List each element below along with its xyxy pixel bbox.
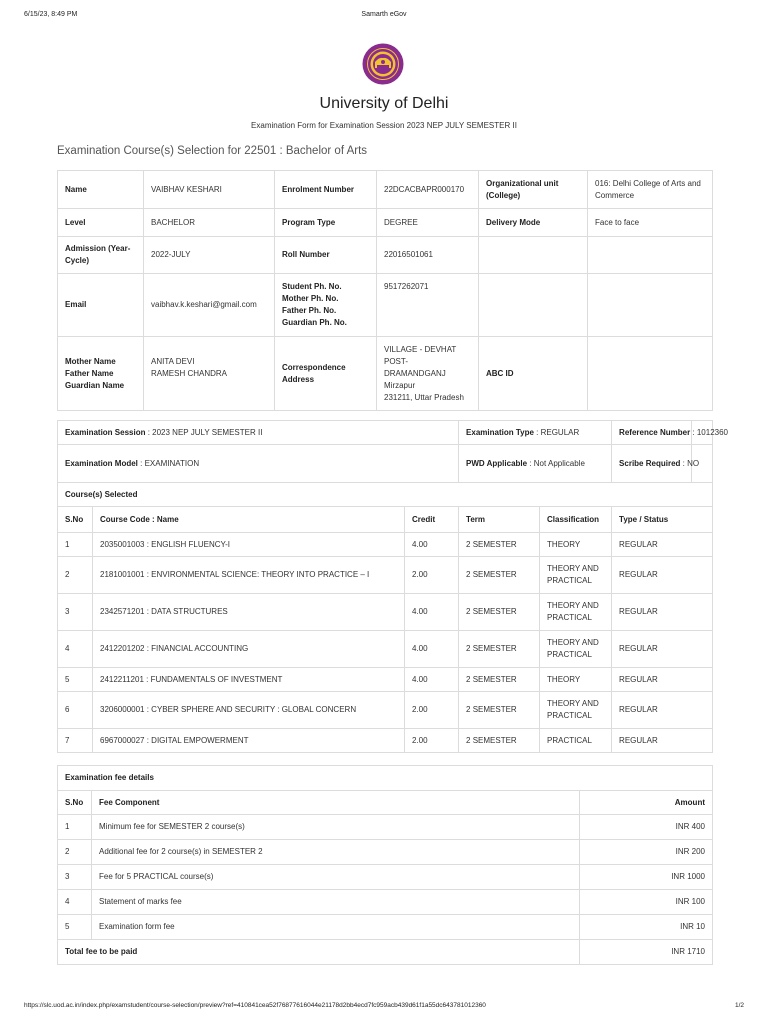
father-phone-label: Father Ph. No. <box>282 306 337 315</box>
student-row <box>58 237 713 274</box>
roll-label: Roll Number <box>275 237 377 274</box>
level-value: BACHELOR <box>144 209 275 237</box>
course-status: REGULAR <box>612 729 713 753</box>
fee-component: Minimum fee for SEMESTER 2 course(s) <box>92 815 580 840</box>
course-row <box>58 594 713 631</box>
course-classification: THEORY AND PRACTICAL <box>540 594 612 631</box>
enrolment-label: Enrolment Number <box>275 171 377 209</box>
fee-sno: 4 <box>58 890 92 915</box>
scribe-required: Scribe Required : NO <box>612 445 692 483</box>
abc-id-value <box>588 337 713 411</box>
print-timestamp: 6/15/23, 8:49 PM <box>24 11 78 18</box>
reference-label: Reference Number <box>619 427 691 437</box>
course-term: 2 SEMESTER <box>459 631 540 668</box>
parent-values <box>144 337 275 411</box>
fee-row <box>58 890 713 915</box>
exam-session-value: 2023 NEP JULY SEMESTER II <box>152 427 263 437</box>
courses-header-row <box>58 507 713 533</box>
guardian-phone-label: Guardian Ph. No. <box>282 318 347 327</box>
student-row <box>58 274 713 337</box>
course-name: 2181001001 : ENVIRONMENTAL SCIENCE: THEORY INTO PRACTICE – I <box>93 557 405 594</box>
page-number: 1/2 <box>734 1002 744 1009</box>
course-status: REGULAR <box>612 557 713 594</box>
course-status: REGULAR <box>612 692 713 729</box>
fee-col-component: Fee Component <box>92 791 580 815</box>
print-page-title: Samarth eGov <box>361 11 407 18</box>
course-term: 2 SEMESTER <box>459 729 540 753</box>
course-credit: 2.00 <box>405 692 459 729</box>
fee-row <box>58 840 713 865</box>
mother-phone-label: Mother Ph. No. <box>282 294 339 303</box>
fee-total-label: Total fee to be paid <box>58 940 580 965</box>
fee-row <box>58 815 713 840</box>
course-row <box>58 668 713 692</box>
guardian-name-label: Guardian Name <box>65 380 125 390</box>
col-header-status: Type / Status <box>612 507 713 533</box>
fee-col-amount: Amount <box>580 791 713 815</box>
col-header-sno: S.No <box>58 507 93 533</box>
fee-details-table <box>57 765 713 965</box>
fee-heading-row <box>58 766 713 791</box>
roll-value: 22016501061 <box>377 237 479 274</box>
org-unit-value: 016: Delhi College of Arts and Commerce <box>588 171 713 209</box>
course-term: 2 SEMESTER <box>459 533 540 557</box>
course-row <box>58 557 713 594</box>
student-row <box>58 337 713 411</box>
course-classification: THEORY <box>540 533 612 557</box>
fee-col-sno: S.No <box>58 791 92 815</box>
parent-labels <box>58 337 144 411</box>
scribe-value: NO <box>687 458 700 468</box>
fee-row <box>58 865 713 890</box>
pwd-value: Not Applicable <box>533 458 585 468</box>
father-name-label: Father Name <box>65 368 114 378</box>
fee-total-row <box>58 940 713 965</box>
course-sno: 4 <box>58 631 93 668</box>
course-sno: 2 <box>58 557 93 594</box>
empty-cell <box>479 237 588 274</box>
course-name: 2412201202 : FINANCIAL ACCOUNTING <box>93 631 405 668</box>
course-status: REGULAR <box>612 594 713 631</box>
course-credit: 4.00 <box>405 533 459 557</box>
fee-row <box>58 915 713 940</box>
program-type-value: DEGREE <box>377 209 479 237</box>
course-term: 2 SEMESTER <box>459 668 540 692</box>
course-classification: THEORY AND PRACTICAL <box>540 557 612 594</box>
father-name-value: RAMESH CHANDRA <box>151 368 228 378</box>
fee-amount: INR 1000 <box>580 865 713 890</box>
course-credit: 2.00 <box>405 729 459 753</box>
address-line: Mirzapur <box>384 380 416 390</box>
level-label: Level <box>58 209 144 237</box>
col-header-classification: Classification <box>540 507 612 533</box>
course-sno: 1 <box>58 533 93 557</box>
course-row <box>58 692 713 729</box>
email-label: Email <box>58 274 144 337</box>
enrolment-value: 22DCACBAPR000170 <box>377 171 479 209</box>
pwd-label: PWD Applicable <box>466 458 528 468</box>
address-value <box>377 337 479 411</box>
fee-amount: INR 100 <box>580 890 713 915</box>
abc-id-label: ABC ID <box>479 337 588 411</box>
exam-model: Examination Model : EXAMINATION <box>58 445 459 483</box>
course-credit: 4.00 <box>405 594 459 631</box>
mother-name-label: Mother Name <box>65 356 116 366</box>
admission-label: Admission (Year-Cycle) <box>58 237 144 274</box>
course-term: 2 SEMESTER <box>459 557 540 594</box>
address-label: Correspondence Address <box>275 337 377 411</box>
fee-component: Fee for 5 PRACTICAL course(s) <box>92 865 580 890</box>
reference-value: 1012360 <box>696 427 729 437</box>
student-details-table <box>57 170 713 411</box>
fee-amount: INR 400 <box>580 815 713 840</box>
fee-amount: INR 200 <box>580 840 713 865</box>
fee-amount: INR 10 <box>580 915 713 940</box>
fee-sno: 1 <box>58 815 92 840</box>
mother-name-value: ANITA DEVI <box>151 356 195 366</box>
empty-cell <box>479 274 588 337</box>
student-phone-label: Student Ph. No. <box>282 282 342 291</box>
course-status: REGULAR <box>612 668 713 692</box>
fee-sno: 5 <box>58 915 92 940</box>
course-classification: PRACTICAL <box>540 729 612 753</box>
university-logo <box>362 43 404 85</box>
delivery-mode-label: Delivery Mode <box>479 209 588 237</box>
course-credit: 4.00 <box>405 631 459 668</box>
scribe-label: Scribe Required <box>619 458 681 468</box>
empty-cell <box>588 237 713 274</box>
col-header-course: Course Code : Name <box>93 507 405 533</box>
exam-session: Examination Session : 2023 NEP JULY SEMESTER II <box>58 421 459 445</box>
course-row <box>58 729 713 753</box>
admission-value: 2022-JULY <box>144 237 275 274</box>
fee-sno: 2 <box>58 840 92 865</box>
address-line: POST- <box>384 356 409 366</box>
delivery-mode-value: Face to face <box>588 209 713 237</box>
course-row <box>58 631 713 668</box>
fee-component: Examination form fee <box>92 915 580 940</box>
exam-session-label: Examination Session <box>65 427 146 437</box>
exam-details-table <box>57 420 729 753</box>
exam-info-row <box>58 421 713 445</box>
course-status: REGULAR <box>612 533 713 557</box>
form-subtitle: Examination Form for Examination Session 2023 NEP JULY SEMESTER II <box>251 121 517 130</box>
course-classification: THEORY AND PRACTICAL <box>540 631 612 668</box>
fee-header-row <box>58 791 713 815</box>
email-value: vaibhav.k.keshari@gmail.com <box>144 274 275 337</box>
fee-heading: Examination fee details <box>58 766 713 791</box>
print-header <box>24 11 744 21</box>
exam-type: Examination Type : REGULAR <box>459 421 612 445</box>
student-row <box>58 171 713 209</box>
course-name: 3206000001 : CYBER SPHERE AND SECURITY : GLOBAL CONCERN <box>93 692 405 729</box>
courses-heading-row <box>58 483 713 507</box>
address-line: VILLAGE - DEVHAT <box>384 344 457 354</box>
course-sno: 5 <box>58 668 93 692</box>
university-name: University of Delhi <box>319 95 449 112</box>
exam-model-label: Examination Model <box>65 458 138 468</box>
fee-total-value: INR 1710 <box>580 940 713 965</box>
org-unit-label: Organizational unit (College) <box>479 171 588 209</box>
course-selection-heading: Examination Course(s) Selection for 22501 : Bachelor of Arts <box>57 145 368 157</box>
student-row <box>58 209 713 237</box>
course-credit: 2.00 <box>405 557 459 594</box>
col-header-credit: Credit <box>405 507 459 533</box>
exam-type-label: Examination Type <box>466 427 534 437</box>
course-classification: THEORY <box>540 668 612 692</box>
course-name: 2035001003 : ENGLISH FLUENCY-I <box>93 533 405 557</box>
course-sno: 6 <box>58 692 93 729</box>
phone-labels <box>275 274 377 337</box>
course-term: 2 SEMESTER <box>459 692 540 729</box>
fee-component: Statement of marks fee <box>92 890 580 915</box>
course-name: 2412211201 : FUNDAMENTALS OF INVESTMENT <box>93 668 405 692</box>
fee-sno: 3 <box>58 865 92 890</box>
courses-heading: Course(s) Selected <box>58 483 713 507</box>
empty-cell <box>588 274 713 337</box>
exam-type-value: REGULAR <box>540 427 580 437</box>
print-footer <box>24 1002 744 1012</box>
name-label: Name <box>58 171 144 209</box>
course-status: REGULAR <box>612 631 713 668</box>
page-url[interactable]: https://slc.uod.ac.in/index.php/examstudent/course-selection/preview?ref=410841cea52f76877616044e21178d2bb4ecd7fc959acb439d61f1a55dc643781012360 <box>24 1002 486 1009</box>
address-line: 231211, Uttar Pradesh <box>384 392 464 402</box>
course-term: 2 SEMESTER <box>459 594 540 631</box>
reference-number: Reference Number : 1012360 <box>612 421 692 445</box>
exam-info-row <box>58 445 713 483</box>
student-phone-value: 9517262071 <box>377 274 479 337</box>
course-name: 2342571201 : DATA STRUCTURES <box>93 594 405 631</box>
course-sno: 3 <box>58 594 93 631</box>
course-sno: 7 <box>58 729 93 753</box>
course-credit: 4.00 <box>405 668 459 692</box>
course-classification: THEORY AND PRACTICAL <box>540 692 612 729</box>
exam-model-value: EXAMINATION <box>144 458 200 468</box>
pwd-applicable: PWD Applicable : Not Applicable <box>459 445 612 483</box>
program-type-label: Program Type <box>275 209 377 237</box>
course-name: 6967000027 : DIGITAL EMPOWERMENT <box>93 729 405 753</box>
course-row <box>58 533 713 557</box>
fee-component: Additional fee for 2 course(s) in SEMESTER 2 <box>92 840 580 865</box>
name-value: VAIBHAV KESHARI <box>144 171 275 209</box>
col-header-term: Term <box>459 507 540 533</box>
address-line: DRAMANDGANJ <box>384 368 446 378</box>
